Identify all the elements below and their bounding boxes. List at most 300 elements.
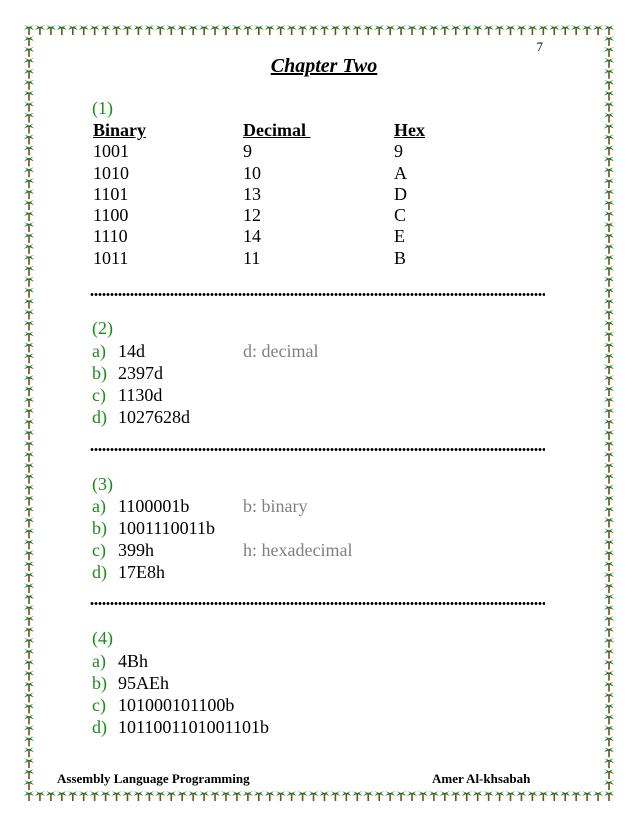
palm-tree-icon: [24, 452, 34, 462]
palm-tree-icon: [396, 791, 406, 801]
palm-tree-icon: [24, 375, 34, 385]
cell-hex: A: [394, 162, 407, 183]
list-item: [92, 650, 148, 672]
section-2-number: (2): [92, 318, 113, 338]
cell-hex: C: [394, 205, 407, 226]
palm-tree-icon: [462, 791, 472, 801]
palm-tree-icon: [24, 703, 34, 713]
palm-tree-icon: [24, 266, 34, 276]
palm-tree-icon: [604, 583, 614, 593]
palm-tree-icon: [24, 145, 34, 155]
palm-tree-icon: [604, 397, 614, 407]
palm-tree-icon: [604, 375, 614, 385]
palm-tree-icon: [604, 594, 614, 604]
palm-tree-icon: [24, 528, 34, 538]
palm-tree-icon: [604, 167, 614, 177]
palm-tree-icon: [560, 791, 570, 801]
palm-tree-icon: [604, 113, 614, 123]
palm-tree-icon: [24, 638, 34, 648]
palm-tree-icon: [604, 80, 614, 90]
item-text: 1100001b: [118, 496, 190, 516]
palm-tree-icon: [24, 463, 34, 473]
palm-tree-icon: [24, 616, 34, 626]
palm-tree-icon: [177, 25, 187, 35]
item-text: 95AEh: [118, 673, 169, 693]
palm-tree-icon: [24, 91, 34, 101]
palm-tree-icon: [604, 342, 614, 352]
palm-tree-icon: [385, 791, 395, 801]
palm-tree-icon: [298, 25, 308, 35]
cell-binary: 1011: [93, 247, 129, 268]
item-text: 1001110011b: [118, 518, 215, 538]
palm-tree-icon: [604, 638, 614, 648]
palm-tree-icon: [407, 791, 417, 801]
palm-tree-icon: [604, 517, 614, 527]
palm-tree-icon: [35, 791, 45, 801]
cell-hex: B: [394, 247, 407, 268]
palm-tree-icon: [495, 25, 505, 35]
palm-tree-icon: [604, 572, 614, 582]
palm-tree-icon: [604, 528, 614, 538]
palm-tree-icon: [506, 791, 516, 801]
palm-tree-icon: [24, 222, 34, 232]
palm-tree-icon: [24, 134, 34, 144]
palm-tree-icon: [604, 178, 614, 188]
palm-tree-icon: [24, 80, 34, 90]
list-item: [92, 362, 163, 384]
palm-tree-icon: [122, 25, 132, 35]
palm-tree-icon: [604, 211, 614, 221]
item-letter: a): [92, 651, 106, 671]
palm-tree-icon: [604, 769, 614, 779]
palm-tree-icon: [155, 25, 165, 35]
palm-tree-icon: [24, 36, 34, 46]
palm-tree-icon: [79, 791, 89, 801]
cell-hex: E: [394, 226, 405, 247]
palm-tree-icon: [24, 156, 34, 166]
palm-tree-icon: [385, 25, 395, 35]
table-header: [93, 120, 454, 141]
palm-tree-icon: [24, 441, 34, 451]
palm-tree-icon: [363, 25, 373, 35]
palm-tree-icon: [604, 36, 614, 46]
palm-tree-icon: [24, 408, 34, 418]
palm-tree-icon: [166, 791, 176, 801]
item-letter: d): [92, 717, 107, 737]
palm-tree-icon: [527, 791, 537, 801]
table-row: [93, 248, 454, 269]
palm-tree-icon: [24, 517, 34, 527]
palm-tree-icon: [604, 616, 614, 626]
cell-binary: 1010: [93, 162, 129, 183]
palm-tree-icon: [112, 25, 122, 35]
palm-tree-icon: [24, 714, 34, 724]
cell-hex: 9: [394, 141, 403, 162]
palm-tree-icon: [243, 791, 253, 801]
palm-tree-icon: [24, 594, 34, 604]
palm-tree-icon: [24, 167, 34, 177]
palm-tree-icon: [24, 211, 34, 221]
dotted-divider: [90, 601, 545, 607]
palm-tree-icon: [451, 25, 461, 35]
palm-tree-icon: [24, 583, 34, 593]
palm-tree-icon: [144, 25, 154, 35]
cell-decimal: 12: [243, 205, 261, 226]
palm-tree-icon: [604, 419, 614, 429]
footer-author: Amer Al-khsabah: [432, 771, 531, 786]
palm-tree-icon: [133, 791, 143, 801]
palm-tree-icon: [24, 791, 34, 801]
palm-tree-icon: [221, 791, 231, 801]
palm-tree-icon: [473, 791, 483, 801]
palm-tree-icon: [24, 539, 34, 549]
item-letter: b): [92, 673, 107, 693]
palm-tree-icon: [188, 791, 198, 801]
palm-tree-icon: [604, 299, 614, 309]
list-item: [92, 539, 154, 561]
palm-tree-icon: [484, 791, 494, 801]
palm-tree-icon: [24, 506, 34, 516]
palm-tree-icon: [418, 25, 428, 35]
section-3-number: (3): [92, 474, 113, 494]
palm-tree-icon: [604, 747, 614, 757]
palm-tree-icon: [24, 244, 34, 254]
palm-tree-icon: [484, 25, 494, 35]
palm-tree-icon: [473, 25, 483, 35]
palm-tree-icon: [604, 791, 614, 801]
palm-tree-icon: [516, 791, 526, 801]
palm-tree-icon: [374, 791, 384, 801]
palm-tree-icon: [24, 102, 34, 112]
item-text: 2397d: [118, 363, 163, 383]
palm-tree-icon: [57, 791, 67, 801]
palm-tree-icon: [604, 550, 614, 560]
item-letter: d): [92, 562, 107, 582]
palm-tree-icon: [571, 25, 581, 35]
palm-tree-icon: [24, 25, 34, 35]
palm-tree-icon: [352, 25, 362, 35]
item-text: 1130d: [118, 385, 163, 405]
palm-tree-icon: [24, 200, 34, 210]
dotted-divider: [90, 292, 545, 298]
palm-tree-icon: [330, 25, 340, 35]
palm-tree-icon: [112, 791, 122, 801]
cell-hex: D: [394, 183, 407, 204]
palm-tree-icon: [24, 736, 34, 746]
dotted-divider: [90, 447, 545, 453]
palm-tree-icon: [24, 288, 34, 298]
chapter-title: Chapter Two: [270, 55, 378, 77]
palm-tree-icon: [24, 747, 34, 757]
palm-tree-icon: [604, 627, 614, 637]
palm-tree-icon: [604, 189, 614, 199]
item-letter: c): [92, 385, 106, 405]
list-item: [92, 340, 145, 362]
palm-tree-icon: [24, 561, 34, 571]
palm-tree-icon: [24, 474, 34, 484]
palm-tree-icon: [604, 506, 614, 516]
cell-binary: 1001: [93, 141, 129, 162]
palm-tree-icon: [24, 780, 34, 790]
palm-tree-icon: [24, 693, 34, 703]
note-hexadecimal: h: hexadecimal: [243, 540, 353, 560]
palm-tree-icon: [144, 791, 154, 801]
palm-tree-icon: [24, 342, 34, 352]
palm-tree-icon: [549, 25, 559, 35]
palm-tree-icon: [46, 791, 56, 801]
palm-tree-icon: [604, 134, 614, 144]
palm-tree-icon: [68, 25, 78, 35]
palm-tree-icon: [199, 791, 209, 801]
palm-tree-icon: [24, 233, 34, 243]
cell-decimal: 11: [243, 247, 261, 268]
palm-tree-icon: [582, 25, 592, 35]
palm-tree-icon: [604, 485, 614, 495]
palm-tree-icon: [451, 791, 461, 801]
palm-tree-icon: [538, 791, 548, 801]
list-item: [92, 517, 215, 539]
palm-tree-icon: [24, 627, 34, 637]
palm-tree-icon: [527, 25, 537, 35]
palm-tree-icon: [604, 255, 614, 265]
palm-tree-icon: [319, 791, 329, 801]
palm-tree-icon: [243, 25, 253, 35]
palm-tree-icon: [374, 25, 384, 35]
table-row: [93, 226, 454, 247]
palm-tree-icon: [604, 780, 614, 790]
palm-tree-icon: [462, 25, 472, 35]
cell-binary: 1101: [93, 183, 129, 204]
item-text: 1011001101001101b: [118, 717, 269, 737]
palm-tree-icon: [604, 123, 614, 133]
palm-tree-icon: [24, 550, 34, 560]
item-letter: b): [92, 518, 107, 538]
item-text: 4Bh: [118, 651, 149, 671]
palm-tree-icon: [199, 25, 209, 35]
cell-decimal: 14: [243, 226, 261, 247]
palm-tree-icon: [24, 769, 34, 779]
palm-tree-icon: [24, 277, 34, 287]
palm-tree-icon: [221, 25, 231, 35]
palm-tree-icon: [429, 791, 439, 801]
item-text: 17E8h: [118, 562, 165, 582]
palm-tree-icon: [604, 539, 614, 549]
palm-tree-icon: [604, 91, 614, 101]
palm-tree-icon: [232, 25, 242, 35]
palm-tree-icon: [24, 496, 34, 506]
list-item: [92, 716, 269, 738]
palm-tree-icon: [506, 25, 516, 35]
header-binary: Binary: [93, 120, 147, 140]
page-number: 7: [536, 39, 543, 54]
cell-decimal: 9: [243, 141, 252, 162]
table-row: [93, 163, 454, 184]
cell-decimal: 13: [243, 183, 261, 204]
palm-tree-icon: [177, 791, 187, 801]
palm-tree-icon: [560, 25, 570, 35]
palm-tree-icon: [604, 671, 614, 681]
palm-tree-icon: [155, 791, 165, 801]
palm-tree-icon: [516, 25, 526, 35]
palm-tree-icon: [604, 649, 614, 659]
palm-tree-icon: [79, 25, 89, 35]
palm-tree-icon: [604, 102, 614, 112]
palm-tree-icon: [604, 660, 614, 670]
palm-tree-icon: [604, 463, 614, 473]
palm-tree-icon: [319, 25, 329, 35]
palm-tree-icon: [24, 113, 34, 123]
palm-tree-icon: [24, 178, 34, 188]
palm-tree-icon: [101, 25, 111, 35]
item-letter: a): [92, 496, 106, 516]
palm-tree-icon: [24, 671, 34, 681]
item-letter: a): [92, 341, 106, 361]
palm-tree-icon: [24, 310, 34, 320]
palm-tree-icon: [352, 791, 362, 801]
palm-tree-icon: [396, 25, 406, 35]
palm-tree-icon: [287, 25, 297, 35]
palm-tree-icon: [604, 25, 614, 35]
palm-tree-icon: [604, 320, 614, 330]
palm-tree-icon: [68, 791, 78, 801]
palm-tree-icon: [407, 25, 417, 35]
palm-tree-icon: [24, 649, 34, 659]
palm-tree-icon: [593, 791, 603, 801]
palm-tree-icon: [538, 25, 548, 35]
palm-tree-icon: [604, 561, 614, 571]
table-row: [93, 141, 454, 162]
palm-tree-icon: [309, 25, 319, 35]
palm-tree-icon: [604, 441, 614, 451]
palm-tree-icon: [604, 244, 614, 254]
palm-tree-icon: [604, 156, 614, 166]
palm-tree-icon: [604, 364, 614, 374]
cell-binary: 1110: [93, 226, 128, 247]
palm-tree-icon: [604, 703, 614, 713]
palm-tree-icon: [90, 25, 100, 35]
palm-tree-icon: [122, 791, 132, 801]
palm-tree-icon: [363, 791, 373, 801]
palm-tree-icon: [309, 791, 319, 801]
palm-tree-icon: [604, 430, 614, 440]
palm-tree-icon: [265, 791, 275, 801]
palm-tree-icon: [24, 725, 34, 735]
palm-tree-icon: [24, 386, 34, 396]
palm-tree-icon: [495, 791, 505, 801]
palm-tree-icon: [90, 791, 100, 801]
palm-tree-icon: [24, 682, 34, 692]
palm-tree-icon: [330, 791, 340, 801]
palm-tree-icon: [46, 25, 56, 35]
palm-tree-icon: [604, 408, 614, 418]
list-item: [92, 694, 234, 716]
palm-tree-icon: [24, 255, 34, 265]
palm-tree-icon: [440, 25, 450, 35]
item-text: 14d: [118, 341, 145, 361]
item-text: 399h: [118, 540, 154, 560]
conversion-table: [93, 120, 454, 269]
palm-tree-icon: [276, 791, 286, 801]
note-decimal: d: decimal: [243, 341, 319, 361]
palm-tree-icon: [571, 791, 581, 801]
palm-tree-icon: [24, 299, 34, 309]
list-item: [92, 561, 165, 583]
list-item: [92, 384, 162, 406]
palm-tree-icon: [24, 572, 34, 582]
palm-tree-icon: [133, 25, 143, 35]
palm-tree-icon: [604, 682, 614, 692]
palm-tree-icon: [188, 25, 198, 35]
palm-tree-icon: [582, 791, 592, 801]
item-letter: d): [92, 407, 107, 427]
palm-tree-icon: [604, 725, 614, 735]
palm-tree-icon: [604, 758, 614, 768]
item-text: 101000101100b: [118, 695, 235, 715]
list-item: [92, 406, 190, 428]
palm-tree-icon: [24, 430, 34, 440]
palm-tree-icon: [24, 397, 34, 407]
cell-binary: 1100: [93, 205, 129, 226]
palm-tree-icon: [254, 25, 264, 35]
palm-tree-icon: [429, 25, 439, 35]
palm-tree-icon: [418, 791, 428, 801]
palm-tree-icon: [24, 331, 34, 341]
palm-tree-icon: [166, 25, 176, 35]
palm-tree-icon: [276, 25, 286, 35]
palm-tree-icon: [35, 25, 45, 35]
palm-tree-icon: [57, 25, 67, 35]
palm-tree-icon: [604, 145, 614, 155]
palm-tree-icon: [604, 605, 614, 615]
palm-tree-icon: [24, 353, 34, 363]
palm-tree-icon: [254, 791, 264, 801]
palm-tree-icon: [604, 386, 614, 396]
footer-course-title: Assembly Language Programming: [57, 771, 250, 786]
table-row: [93, 205, 454, 226]
palm-tree-icon: [440, 791, 450, 801]
palm-tree-icon: [604, 452, 614, 462]
palm-tree-icon: [24, 660, 34, 670]
palm-tree-icon: [24, 758, 34, 768]
palm-tree-icon: [24, 123, 34, 133]
cell-decimal: 10: [243, 162, 261, 183]
palm-tree-icon: [287, 791, 297, 801]
palm-tree-icon: [24, 605, 34, 615]
table-row: [93, 184, 454, 205]
header-hex: Hex: [394, 120, 425, 140]
palm-tree-icon: [210, 25, 220, 35]
palm-tree-icon: [341, 25, 351, 35]
list-item: [92, 672, 169, 694]
palm-tree-icon: [604, 200, 614, 210]
section-1-number: (1): [92, 98, 113, 118]
palm-tree-icon: [604, 288, 614, 298]
palm-tree-icon: [604, 714, 614, 724]
palm-tree-icon: [604, 233, 614, 243]
palm-tree-icon: [24, 419, 34, 429]
palm-tree-icon: [604, 266, 614, 276]
palm-tree-icon: [232, 791, 242, 801]
palm-tree-icon: [24, 485, 34, 495]
palm-tree-icon: [549, 791, 559, 801]
item-letter: b): [92, 363, 107, 383]
item-letter: c): [92, 695, 106, 715]
palm-tree-icon: [604, 310, 614, 320]
palm-tree-icon: [604, 277, 614, 287]
item-letter: c): [92, 540, 106, 560]
palm-tree-icon: [604, 353, 614, 363]
palm-tree-icon: [604, 693, 614, 703]
